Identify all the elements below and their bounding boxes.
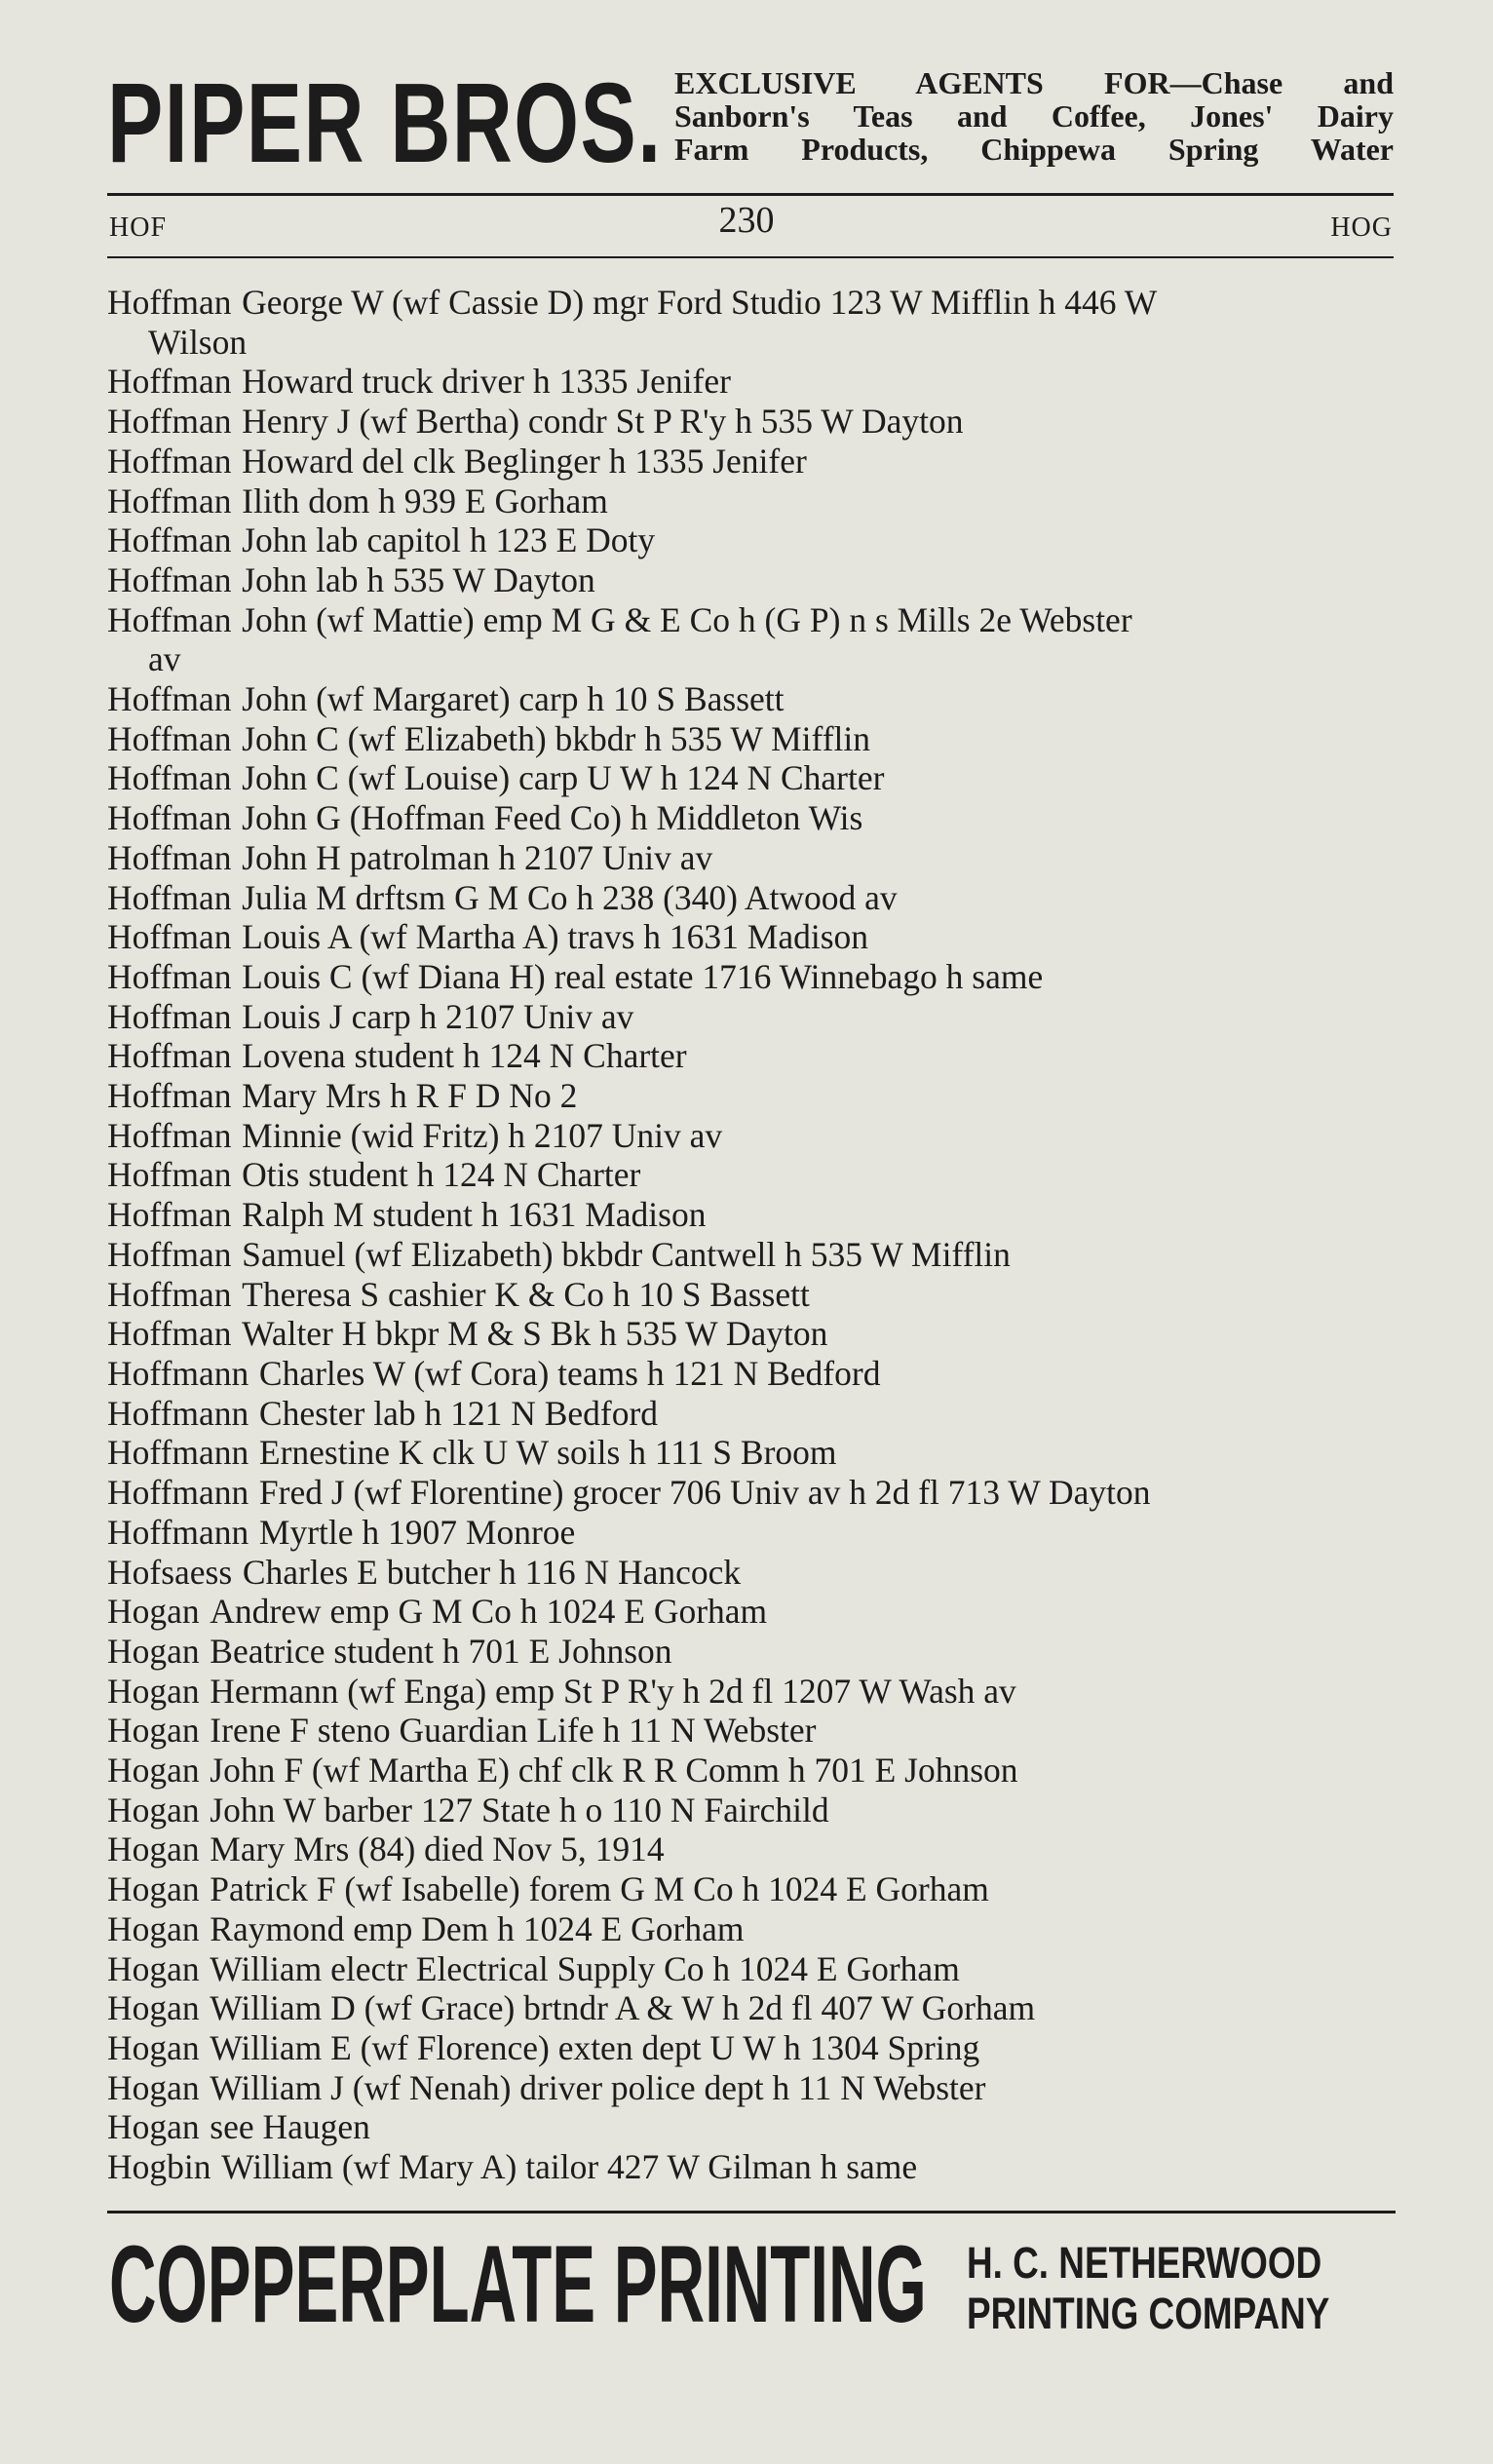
entry-details: Charles E butcher h 116 N Hancock — [242, 1552, 742, 1592]
entry-details: John F (wf Martha E) chf clk R R Comm h 701 E Johnson — [210, 1751, 1018, 1790]
entry-details: Louis J carp h 2107 Univ av — [242, 996, 634, 1036]
entry-surname: Hoffman — [107, 362, 232, 402]
bottom-ad-line: H. C. NETHERWOOD — [967, 2238, 1322, 2288]
entry-surname: Hoffmann — [107, 1473, 249, 1513]
entry-surname: Hofsaess — [107, 1552, 233, 1592]
header-top-rule — [107, 193, 1394, 196]
directory-entry — [107, 758, 1396, 798]
entry-details: William E (wf Florence) exten dept U W h 1304 Spring — [210, 2027, 980, 2067]
entry-surname: Hogan — [107, 1948, 200, 1988]
entry-details: Louis A (wf Martha A) travs h 1631 Madison — [242, 917, 869, 957]
entry-details: John C (wf Louise) carp U W h 124 N Charter — [242, 758, 885, 798]
directory-entry — [107, 917, 1396, 957]
entry-details: Henry J (wf Bertha) condr St P R'y h 535 W Dayton — [242, 402, 964, 442]
entry-details: Samuel (wf Elizabeth) bkbdr Cantwell h 535 W Mifflin — [242, 1234, 1011, 1274]
entry-surname: Hoffman — [107, 1076, 232, 1116]
directory-entry — [107, 1314, 1396, 1354]
entry-surname: Hogan — [107, 1790, 200, 1829]
directory-entry — [107, 1751, 1396, 1790]
entry-surname: Hogbin — [107, 2147, 211, 2187]
entry-details: Andrew emp G M Co h 1024 E Gorham — [210, 1592, 768, 1632]
directory-entry — [107, 1829, 1396, 1869]
directory-entry — [107, 402, 1396, 442]
bottom-ad-line: PRINTING COMPANY — [967, 2289, 1330, 2338]
entry-continuation: av — [148, 639, 181, 679]
entry-details: Ralph M student h 1631 Madison — [242, 1195, 707, 1235]
directory-entry — [107, 1869, 1396, 1909]
footer-rule — [107, 2211, 1396, 2214]
entry-details: Chester lab h 121 N Bedford — [258, 1393, 659, 1433]
directory-entry — [107, 1394, 1396, 1434]
directory-entry — [107, 481, 1396, 521]
entry-details: Ernestine K clk U W soils h 111 S Broom — [258, 1433, 837, 1473]
directory-entry — [107, 1513, 1396, 1553]
top-ad-line: Sanborn's Teas and Coffee, Jones' Dairy — [674, 98, 1394, 134]
directory-entry — [107, 1433, 1396, 1473]
entry-details: Lovena student h 124 N Charter — [242, 1036, 687, 1076]
entry-details: Theresa S cashier K & Co h 10 S Bassett — [242, 1274, 810, 1314]
entry-surname: Hoffman — [107, 441, 232, 481]
entry-surname: Hoffman — [107, 1115, 232, 1155]
directory-entry — [107, 1155, 1396, 1195]
header-bottom-rule — [107, 256, 1394, 258]
directory-entry — [107, 1988, 1396, 2028]
entry-surname: Hoffman — [107, 837, 232, 877]
directory-entry — [107, 1711, 1396, 1751]
bottom-ad-company — [967, 2238, 1396, 2339]
entry-details: Beatrice student h 701 E Johnson — [210, 1631, 672, 1671]
entry-surname: Hoffman — [107, 402, 232, 442]
entry-surname: Hoffman — [107, 798, 232, 838]
directory-entry — [107, 1036, 1396, 1076]
directory-entry — [107, 1553, 1396, 1593]
directory-entry — [107, 679, 1396, 719]
entry-details: Irene F steno Guardian Life h 11 N Webster — [210, 1711, 817, 1751]
directory-entry — [107, 997, 1396, 1037]
directory-entry — [107, 1195, 1396, 1235]
entry-details: John lab capitol h 123 E Doty — [242, 520, 656, 560]
directory-entry — [107, 2107, 1396, 2147]
directory-entry — [107, 878, 1396, 918]
entry-surname: Hoffman — [107, 758, 232, 798]
entry-details: John C (wf Elizabeth) bkbdr h 535 W Mifflin — [242, 718, 870, 758]
entry-surname: Hoffman — [107, 559, 232, 599]
entry-surname: Hogan — [107, 1711, 200, 1751]
entry-surname: Hoffman — [107, 481, 232, 520]
entry-surname: Hoffman — [107, 1234, 232, 1274]
directory-entry — [107, 1473, 1396, 1513]
entry-details: Charles W (wf Cora) teams h 121 N Bedford — [258, 1353, 881, 1393]
entry-details: see Haugen — [210, 2107, 370, 2147]
directory-entry — [107, 442, 1396, 481]
directory-entry — [107, 600, 1396, 679]
entry-surname: Hoffman — [107, 1155, 232, 1195]
entry-surname: Hoffman — [107, 877, 232, 917]
entry-details: Julia M drftsm G M Co h 238 (340) Atwood av — [242, 877, 898, 917]
directory-entry — [107, 1949, 1396, 1989]
entry-details: Hermann (wf Enga) emp St P R'y h 2d fl 1207 W Wash av — [210, 1671, 1016, 1711]
top-ad-text — [674, 66, 1394, 166]
directory-entry — [107, 1076, 1396, 1116]
directory-entry — [107, 560, 1396, 600]
entry-surname: Hogan — [107, 1592, 200, 1632]
entry-details: George W (wf Cassie D) mgr Ford Studio 123 W Mifflin h 446 W — [242, 283, 1158, 322]
entry-surname: Hogan — [107, 1631, 200, 1671]
entry-surname: Hoffman — [107, 956, 232, 996]
entry-surname: Hoffman — [107, 679, 232, 719]
entry-details: William (wf Mary A) tailor 427 W Gilman h same — [221, 2147, 918, 2187]
entry-details: Patrick F (wf Isabelle) forem G M Co h 1024 E Gorham — [210, 1869, 989, 1909]
entry-details: Louis C (wf Diana H) real estate 1716 Winnebago h same — [242, 956, 1044, 996]
entry-details: Howard truck driver h 1335 Jenifer — [242, 362, 731, 402]
entry-surname: Hogan — [107, 2027, 200, 2067]
directory-entry — [107, 719, 1396, 759]
entry-details: John (wf Mattie) emp M G & E Co h (G P) n s Mills 2e Webster — [242, 599, 1132, 639]
directory-entry — [107, 283, 1396, 362]
directory-entry — [107, 1592, 1396, 1632]
directory-entry — [107, 1235, 1396, 1275]
entry-details: William electr Electrical Supply Co h 1024 E Gorham — [210, 1948, 960, 1988]
directory-entries — [107, 283, 1396, 2187]
entry-surname: Hoffman — [107, 718, 232, 758]
entry-surname: Hoffman — [107, 1036, 232, 1076]
directory-entry — [107, 520, 1396, 560]
entry-details: Howard del clk Beglinger h 1335 Jenifer — [242, 441, 807, 481]
top-ad-line: Farm Products, Chippewa Spring Water — [674, 132, 1394, 167]
entry-details: William J (wf Nenah) driver police dept h 11 N Webster — [210, 2067, 986, 2107]
entry-surname: Hoffman — [107, 917, 232, 957]
top-ad-line: EXCLUSIVE AGENTS FOR—Chase and — [674, 65, 1394, 100]
directory-entry — [107, 1672, 1396, 1712]
entry-details: Minnie (wid Fritz) h 2107 Univ av — [242, 1115, 723, 1155]
entry-details: Mary Mrs (84) died Nov 5, 1914 — [210, 1829, 665, 1869]
entry-details: John lab h 535 W Dayton — [242, 559, 595, 599]
entry-surname: Hogan — [107, 1829, 200, 1869]
entry-details: Myrtle h 1907 Monroe — [258, 1512, 576, 1552]
entry-details: John G (Hoffman Feed Co) h Middleton Wis — [242, 798, 863, 838]
entry-details: William D (wf Grace) brtndr A & W h 2d fl 407 W Gorham — [210, 1988, 1036, 2028]
guide-word-right: HOG — [1330, 212, 1393, 243]
guide-word-left: HOF — [109, 212, 168, 243]
directory-entry — [107, 1909, 1396, 1949]
entry-surname: Hoffmann — [107, 1353, 249, 1393]
entry-details: John W barber 127 State h o 110 N Fairchild — [210, 1790, 829, 1829]
entry-continuation: Wilson — [148, 322, 248, 362]
entry-details: Ilith dom h 939 E Gorham — [242, 481, 608, 520]
entry-details: John H patrolman h 2107 Univ av — [242, 837, 713, 877]
directory-entry — [107, 1116, 1396, 1156]
entry-surname: Hoffman — [107, 1314, 232, 1354]
directory-entry — [107, 798, 1396, 838]
entry-details: Otis student h 124 N Charter — [242, 1155, 641, 1195]
directory-entry — [107, 2028, 1396, 2068]
page-number: 230 — [718, 200, 775, 241]
directory-entry — [107, 1632, 1396, 1672]
entry-surname: Hogan — [107, 1908, 200, 1948]
top-advertisement — [107, 58, 1394, 185]
entry-details: Raymond emp Dem h 1024 E Gorham — [210, 1908, 745, 1948]
directory-entry — [107, 838, 1396, 878]
directory-entry — [107, 1790, 1396, 1830]
directory-entry — [107, 362, 1396, 402]
entry-surname: Hoffman — [107, 1274, 232, 1314]
directory-entry — [107, 1275, 1396, 1315]
entry-details: Fred J (wf Florentine) grocer 706 Univ av h 2d fl 713 W Dayton — [258, 1473, 1151, 1513]
entry-surname: Hogan — [107, 1988, 200, 2028]
entry-surname: Hoffman — [107, 996, 232, 1036]
entry-surname: Hoffman — [107, 283, 232, 322]
entry-surname: Hogan — [107, 2107, 200, 2147]
directory-entry — [107, 957, 1396, 997]
bottom-ad-brand: COPPERPLATE PRINTING — [109, 2223, 927, 2345]
entry-surname: Hoffmann — [107, 1433, 249, 1473]
entry-surname: Hogan — [107, 2067, 200, 2107]
entry-surname: Hoffman — [107, 520, 232, 560]
top-ad-brand: PIPER BROS. — [107, 59, 663, 186]
directory-entry — [107, 2147, 1396, 2187]
entry-surname: Hoffmann — [107, 1393, 249, 1433]
entry-surname: Hogan — [107, 1869, 200, 1909]
entry-surname: Hogan — [107, 1671, 200, 1711]
entry-surname: Hogan — [107, 1751, 200, 1790]
entry-details: Mary Mrs h R F D No 2 — [242, 1076, 578, 1116]
directory-entry — [107, 1354, 1396, 1394]
entry-surname: Hoffman — [107, 599, 232, 639]
entry-surname: Hoffmann — [107, 1512, 249, 1552]
entry-details: John (wf Margaret) carp h 10 S Bassett — [242, 679, 785, 719]
directory-entry — [107, 2068, 1396, 2108]
entry-details: Walter H bkpr M & S Bk h 535 W Dayton — [242, 1314, 828, 1354]
entry-surname: Hoffman — [107, 1195, 232, 1235]
